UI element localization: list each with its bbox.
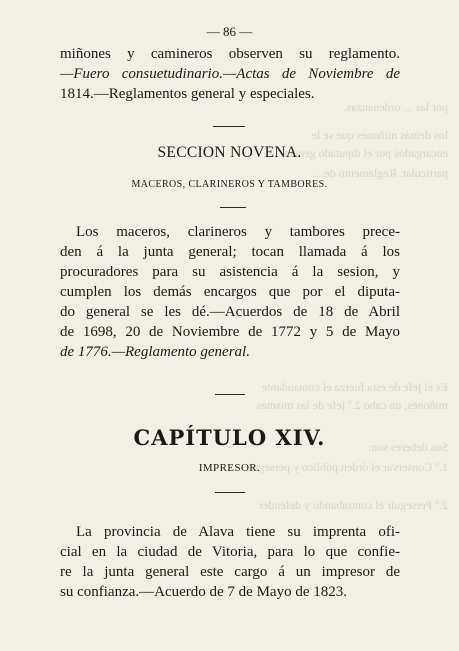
bleed-line: por las ... ordenanzas. (343, 100, 448, 114)
intro-line: 1814.—Reglamentos general y especiales. (60, 86, 315, 102)
chapter-title: CAPÍTULO XIV. (133, 425, 326, 450)
section-line: cumplen los demás encargos que por el diputa- (60, 284, 400, 300)
page-number: — 86 — (206, 24, 253, 39)
bleed-line: los demás miñones que se le (311, 128, 448, 142)
bleed-line: encargados por el diputado general (280, 146, 448, 160)
intro-paragraph (60, 44, 400, 104)
divider (220, 207, 246, 208)
section-title: SECCION NOVENA. (157, 144, 302, 161)
divider (215, 394, 245, 395)
section-line: do general se les dé.—Acuerdos de 18 de Abril (60, 304, 400, 320)
intro-line: —Fuero consuetudinario.—Actas de Noviembre de (60, 66, 400, 82)
divider (213, 126, 245, 127)
section-line: de 1776.—Reglamento general. (60, 344, 250, 360)
section-line: den á la junta general; tocan llamada á los (60, 244, 400, 260)
section-line: procuradores para su asistencia á la sesion, y (60, 264, 400, 280)
chapter-line: cial en la ciudad de Vitoria, para lo que confie- (60, 544, 400, 560)
bleed-line: 1.º Conservar el órden público y perseguir (245, 460, 448, 474)
bleed-line: particular. Reglamento de ... (312, 166, 448, 180)
section-subtitle: MACEROS, CLARINEROS Y TAMBORES. (131, 179, 328, 190)
chapter-line: La provincia de Alava tiene su imprenta ofi- (76, 524, 400, 540)
section-paragraph (60, 222, 400, 362)
chapter-subtitle: IMPRESOR. (198, 462, 261, 474)
bleed-line: Es el jefe de esta fuerza el comandante (261, 380, 448, 394)
chapter-line: su confianza.—Acuerdo de 7 de Mayo de 1823. (60, 584, 347, 600)
chapter-line: re la junta general este cargo á un impresor de (60, 564, 400, 580)
section-line: de 1698, 20 de Noviembre de 1772 y 5 de Mayo (60, 324, 400, 340)
section-line: Los maceros, clarineros y tambores prece- (76, 224, 400, 240)
divider (215, 492, 245, 493)
intro-line: miñones y camineros observen su reglamento. (60, 46, 400, 62)
chapter-paragraph (60, 522, 400, 602)
bleed-line: Sus deberes son: (368, 440, 448, 454)
bleed-line: 2.º Perseguir el contrabando y defender (259, 498, 448, 512)
bleed-line: miñones, un cabo 2.º jefe de las mismas (256, 398, 448, 412)
